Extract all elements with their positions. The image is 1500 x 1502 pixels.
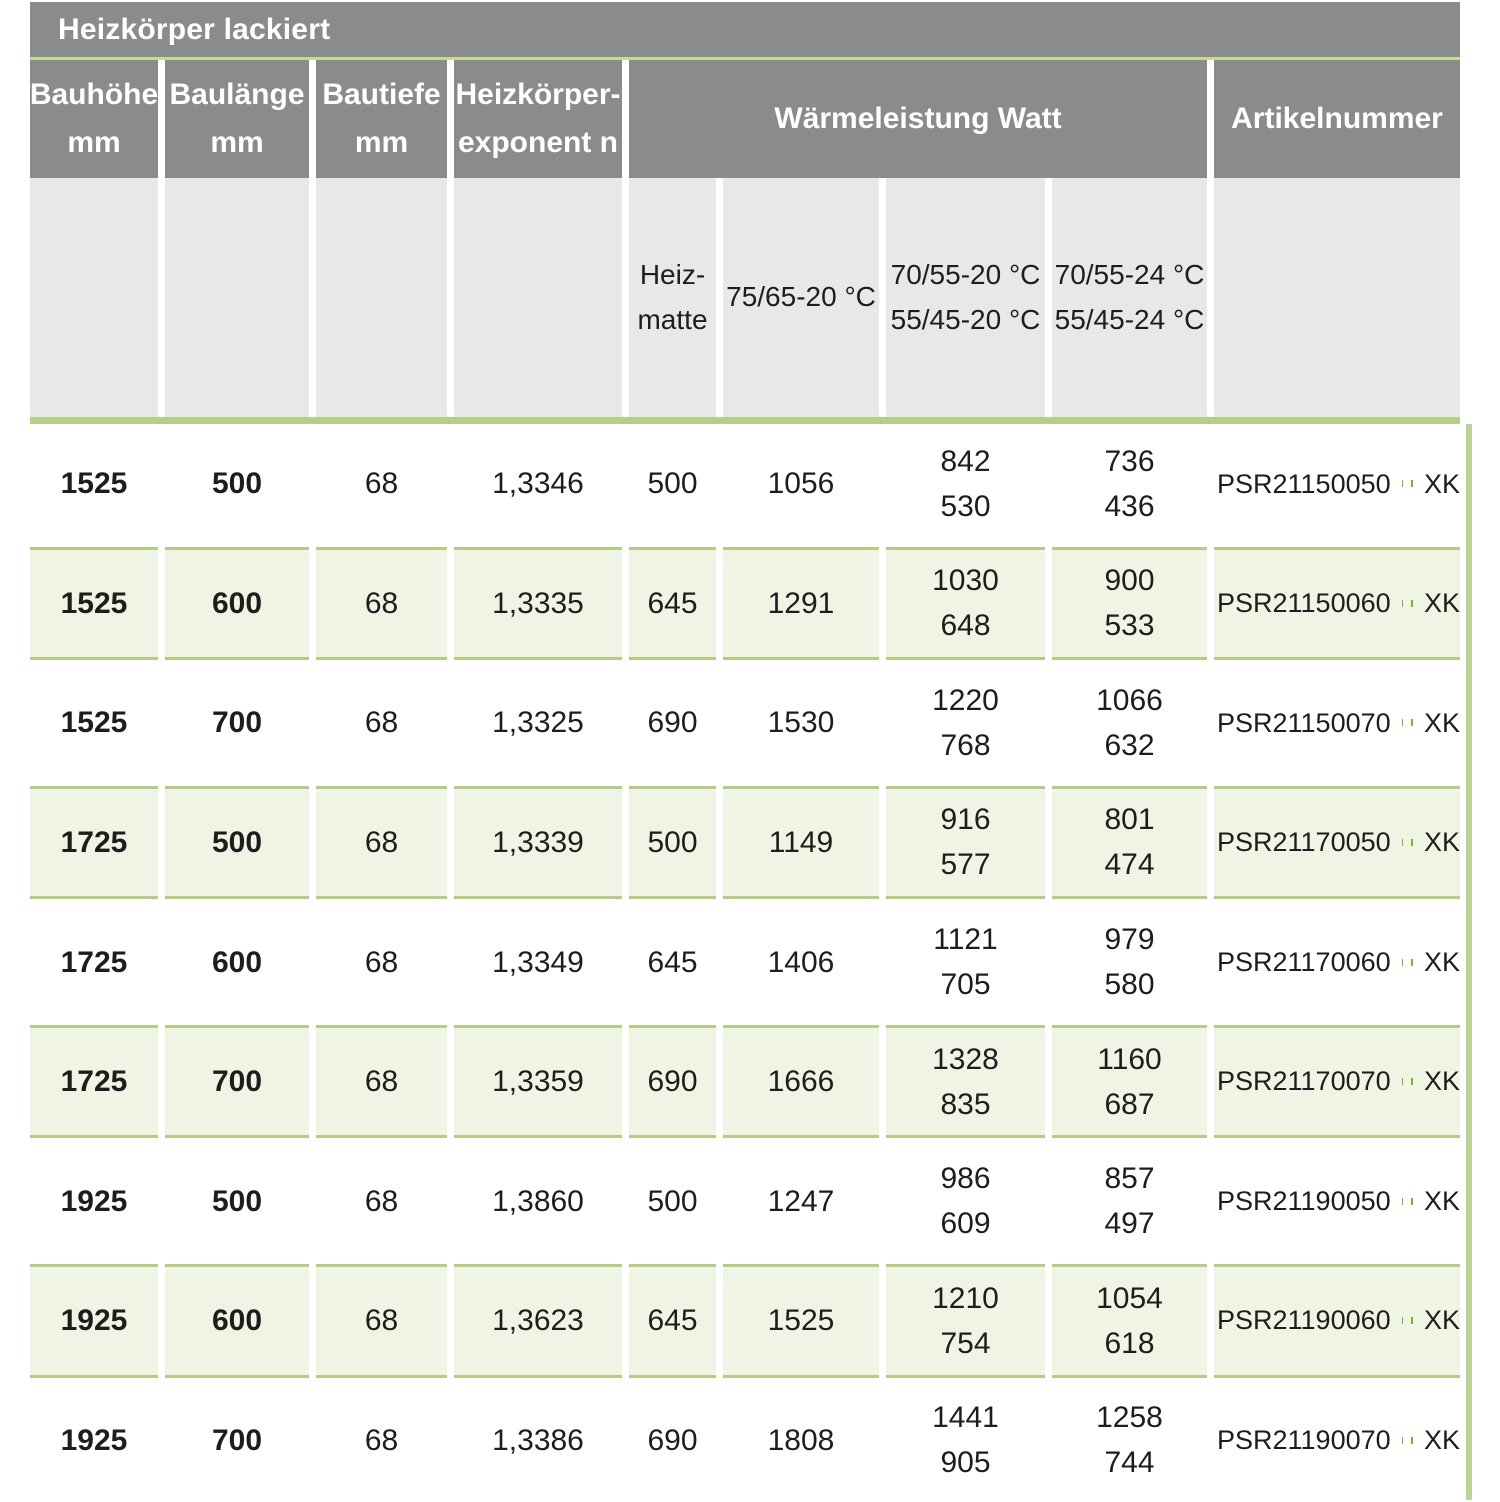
green-separator-band: [30, 417, 1460, 424]
article-separator-dot: [1402, 959, 1404, 966]
article-separator-dot: [1402, 1078, 1404, 1085]
article-number-prefix: PSR21170070: [1217, 1066, 1391, 1097]
watt-value: 609: [940, 1207, 991, 1241]
cell-watt-7055-24: [1052, 1025, 1207, 1139]
watt-value: 530: [940, 489, 991, 523]
subheader-temp-7565: [723, 178, 879, 417]
cell-heizmatte: 500: [647, 467, 698, 501]
cell-exponent: 1,3346: [492, 467, 584, 501]
article-separator-dot: [1402, 1437, 1404, 1444]
watt-value: 1210: [932, 1281, 999, 1315]
cell-exponent: 1,3339: [454, 786, 622, 900]
cell-artikelnummer: [1214, 1025, 1460, 1139]
cell-watt-7565: 1247: [767, 1184, 835, 1218]
watt-value: 842: [940, 444, 991, 478]
article-separator-dot: [1402, 719, 1404, 726]
column-header-label: Wärmeleistung Watt: [774, 102, 1062, 135]
subheader-label: 70/55-20 °C: [890, 258, 1041, 290]
article-separator-dot: [1402, 839, 1404, 846]
column-header-bauhoehe: [30, 60, 158, 178]
article-separator-dot: [1402, 1198, 1404, 1205]
article-number-suffix: XK: [1423, 1185, 1460, 1216]
cell-bautiefe: 68: [364, 706, 399, 740]
cell-bauhoehe: 1925: [30, 1264, 158, 1378]
cell-watt-7055-20: [886, 786, 1045, 900]
article-separator-dot: [1402, 600, 1404, 607]
subheader-empty-artikelnummer: [1214, 178, 1460, 417]
watt-value: 736: [1104, 444, 1155, 478]
column-header-bautiefe: [316, 60, 447, 178]
cell-watt-7565: 1525: [723, 1264, 879, 1378]
cell-watt-7565: 1056: [767, 467, 835, 501]
table-title-bar: [30, 2, 1460, 57]
table-title: Heizkörper lackiert: [58, 12, 331, 46]
cell-bauhoehe: 1525: [30, 547, 158, 661]
right-green-strip: [1466, 424, 1472, 1500]
table-row: [30, 424, 1460, 544]
article-number-prefix: PSR21170060: [1217, 946, 1391, 977]
column-header-unit: mm: [354, 126, 409, 159]
article-separator-dot: [1402, 480, 1404, 487]
watt-value: 1066: [1096, 683, 1163, 717]
cell-watt-7055-20: [886, 902, 1045, 1022]
cell-artikelnummer: [1214, 902, 1460, 1022]
article-separator-dot: [1411, 1078, 1413, 1085]
cell-bautiefe: 68: [364, 945, 399, 979]
subheader-row: [30, 178, 1460, 417]
cell-artikelnummer: [1214, 1141, 1460, 1261]
watt-value: 1258: [1096, 1401, 1163, 1435]
cell-baulaenge: 700: [165, 1025, 309, 1139]
watt-value: 916: [940, 803, 991, 837]
cell-watt-7565: 1530: [767, 706, 835, 740]
cell-bauhoehe: 1725: [60, 945, 128, 979]
cell-exponent: 1,3349: [492, 945, 584, 979]
article-number-suffix: XK: [1423, 468, 1460, 499]
article-separator-dot: [1411, 1437, 1413, 1444]
article-separator-dot: [1411, 480, 1413, 487]
column-header-unit: mm: [67, 126, 121, 159]
table-row: [30, 783, 1460, 903]
table-row: [30, 1022, 1460, 1142]
article-separator-dot: [1411, 1317, 1413, 1324]
column-header-label: Bauhöhe: [29, 78, 159, 111]
cell-bauhoehe: 1525: [60, 706, 128, 740]
watt-value: 497: [1104, 1207, 1155, 1241]
cell-heizmatte: 645: [647, 945, 698, 979]
cell-watt-7565: 1666: [723, 1025, 879, 1139]
cell-baulaenge: 500: [211, 1184, 263, 1218]
article-number-suffix: XK: [1423, 827, 1460, 858]
spec-table: [30, 2, 1460, 1500]
subheader-empty-exponent: [454, 178, 622, 417]
cell-baulaenge: 700: [211, 1423, 263, 1457]
table-row: [30, 544, 1460, 664]
cell-heizmatte: 500: [647, 1184, 698, 1218]
watt-value: 632: [1104, 728, 1155, 762]
watt-value: 835: [940, 1087, 991, 1121]
cell-watt-7055-24: [1052, 902, 1207, 1022]
article-number-suffix: XK: [1423, 1066, 1460, 1097]
cell-exponent: 1,3359: [454, 1025, 622, 1139]
article-number-suffix: XK: [1423, 946, 1460, 977]
watt-value: 474: [1104, 848, 1155, 882]
cell-artikelnummer: [1214, 786, 1460, 900]
cell-artikelnummer: [1214, 1381, 1460, 1501]
cell-watt-7055-24: [1052, 1381, 1207, 1501]
subheader-label: 55/45-20 °C: [890, 303, 1041, 335]
subheader-temp-7055-20: [886, 178, 1045, 417]
article-number-suffix: XK: [1423, 1305, 1460, 1336]
subheader-empty-baulaenge: [165, 178, 309, 417]
cell-watt-7055-24: [1052, 547, 1207, 661]
table-row: [30, 663, 1460, 783]
column-header-label: exponent n: [457, 126, 618, 159]
cell-exponent: 1,3623: [454, 1264, 622, 1378]
cell-watt-7055-20: [886, 424, 1045, 544]
cell-baulaenge: 500: [165, 786, 309, 900]
article-number-prefix: PSR21170050: [1217, 827, 1391, 858]
column-header-waermeleistung: [629, 60, 1207, 178]
watt-value: 436: [1104, 489, 1155, 523]
column-header-label: Baulänge: [169, 78, 305, 111]
cell-bautiefe: 68: [316, 1025, 447, 1139]
cell-watt-7055-20: [886, 547, 1045, 661]
cell-heizmatte: 645: [629, 547, 716, 661]
cell-heizmatte: 645: [629, 1264, 716, 1378]
cell-watt-7055-24: [1052, 424, 1207, 544]
watt-value: 744: [1104, 1446, 1155, 1480]
cell-bautiefe: 68: [364, 1423, 399, 1457]
subheader-empty-bautiefe: [316, 178, 447, 417]
column-header-label: Artikelnummer: [1231, 102, 1443, 135]
cell-artikelnummer: [1214, 1264, 1460, 1378]
article-number-prefix: PSR21190060: [1217, 1305, 1391, 1336]
cell-baulaenge: 600: [211, 945, 263, 979]
cell-watt-7565: 1291: [723, 547, 879, 661]
cell-baulaenge: 600: [165, 547, 309, 661]
article-separator-dot: [1411, 1198, 1413, 1205]
cell-watt-7055-20: [886, 1381, 1045, 1501]
catalog-page: [0, 2, 1500, 1502]
subheader-temp-7055-24: [1052, 178, 1207, 417]
column-header-label: Heizkörper-: [455, 78, 621, 111]
cell-watt-7055-24: [1052, 1264, 1207, 1378]
subheader-heizmatte: [629, 178, 716, 417]
watt-value: 754: [940, 1326, 991, 1360]
table-row: [30, 1381, 1460, 1501]
cell-heizmatte: 690: [647, 1423, 698, 1457]
cell-bauhoehe: 1725: [30, 1025, 158, 1139]
column-header-artikelnummer: [1214, 60, 1460, 178]
watt-value: 1160: [1097, 1042, 1162, 1076]
cell-heizmatte: 690: [629, 1025, 716, 1139]
article-separator-dot: [1411, 839, 1413, 846]
watt-value: 1220: [932, 683, 999, 717]
table-row: [30, 1141, 1460, 1261]
cell-watt-7055-24: [1052, 1141, 1207, 1261]
cell-baulaenge: 600: [165, 1264, 309, 1378]
cell-artikelnummer: [1214, 663, 1460, 783]
watt-value: 768: [940, 728, 991, 762]
watt-value: 979: [1104, 923, 1155, 957]
watt-value: 1030: [932, 564, 999, 598]
watt-value: 618: [1104, 1326, 1155, 1360]
cell-heizmatte: 690: [647, 706, 698, 740]
column-header-label: Bautiefe: [322, 78, 441, 111]
cell-bautiefe: 68: [364, 467, 399, 501]
subheader-empty-bauhoehe: [30, 178, 158, 417]
cell-bauhoehe: 1725: [30, 786, 158, 900]
article-separator-dot: [1411, 719, 1413, 726]
cell-exponent: 1,3335: [454, 547, 622, 661]
watt-value: 648: [940, 609, 991, 643]
column-header-unit: mm: [210, 126, 264, 159]
cell-watt-7565: 1808: [767, 1423, 835, 1457]
cell-exponent: 1,3325: [492, 706, 584, 740]
cell-bautiefe: 68: [316, 786, 447, 900]
table-body: [30, 424, 1460, 1500]
watt-value: 1121: [933, 923, 998, 957]
watt-value: 687: [1104, 1087, 1155, 1121]
article-number-suffix: XK: [1423, 588, 1460, 619]
cell-watt-7565: 1406: [767, 945, 835, 979]
watt-value: 1328: [932, 1042, 999, 1076]
cell-watt-7055-20: [886, 663, 1045, 783]
subheader-label: 75/65-20 °C: [726, 281, 876, 313]
article-separator-dot: [1411, 600, 1413, 607]
column-header-baulaenge: [165, 60, 309, 178]
cell-watt-7055-20: [886, 1264, 1045, 1378]
watt-value: 1054: [1096, 1281, 1163, 1315]
article-number-prefix: PSR21150070: [1217, 707, 1391, 738]
cell-exponent: 1,3860: [492, 1184, 584, 1218]
table-row: [30, 902, 1460, 1022]
table-row: [30, 1261, 1460, 1381]
cell-baulaenge: 500: [211, 467, 263, 501]
cell-heizmatte: 500: [629, 786, 716, 900]
column-header-row: [30, 60, 1460, 178]
watt-value: 986: [940, 1162, 991, 1196]
cell-watt-7055-20: [886, 1025, 1045, 1139]
cell-bautiefe: 68: [316, 547, 447, 661]
watt-value: 533: [1104, 609, 1155, 643]
subheader-label: 70/55-24 °C: [1054, 258, 1205, 290]
cell-bauhoehe: 1525: [60, 467, 128, 501]
cell-bauhoehe: 1925: [60, 1423, 128, 1457]
subheader-label: Heiz-: [639, 258, 706, 290]
cell-exponent: 1,3386: [492, 1423, 584, 1457]
article-number-prefix: PSR21190070: [1217, 1425, 1391, 1456]
cell-watt-7055-24: [1052, 786, 1207, 900]
article-number-suffix: XK: [1423, 1425, 1460, 1456]
article-separator-dot: [1411, 959, 1413, 966]
watt-value: 801: [1104, 803, 1155, 837]
cell-bautiefe: 68: [316, 1264, 447, 1378]
cell-watt-7055-24: [1052, 663, 1207, 783]
watt-value: 857: [1104, 1162, 1155, 1196]
article-separator-dot: [1402, 1317, 1404, 1324]
watt-value: 905: [940, 1446, 991, 1480]
subheader-label: 55/45-24 °C: [1054, 303, 1205, 335]
column-header-exponent: [454, 60, 622, 178]
watt-value: 1441: [932, 1401, 999, 1435]
article-number-prefix: PSR21150060: [1217, 588, 1391, 619]
cell-baulaenge: 700: [211, 706, 263, 740]
article-number-suffix: XK: [1423, 707, 1460, 738]
cell-watt-7565: 1149: [723, 786, 879, 900]
cell-bauhoehe: 1925: [60, 1184, 128, 1218]
cell-watt-7055-20: [886, 1141, 1045, 1261]
watt-value: 580: [1104, 968, 1155, 1002]
article-number-prefix: PSR21150050: [1217, 468, 1391, 499]
watt-value: 705: [940, 968, 991, 1002]
article-number-prefix: PSR21190050: [1217, 1185, 1391, 1216]
cell-artikelnummer: [1214, 547, 1460, 661]
cell-bautiefe: 68: [364, 1184, 399, 1218]
watt-value: 577: [940, 848, 991, 882]
watt-value: 900: [1104, 564, 1155, 598]
cell-artikelnummer: [1214, 424, 1460, 544]
subheader-label: matte: [637, 303, 708, 335]
